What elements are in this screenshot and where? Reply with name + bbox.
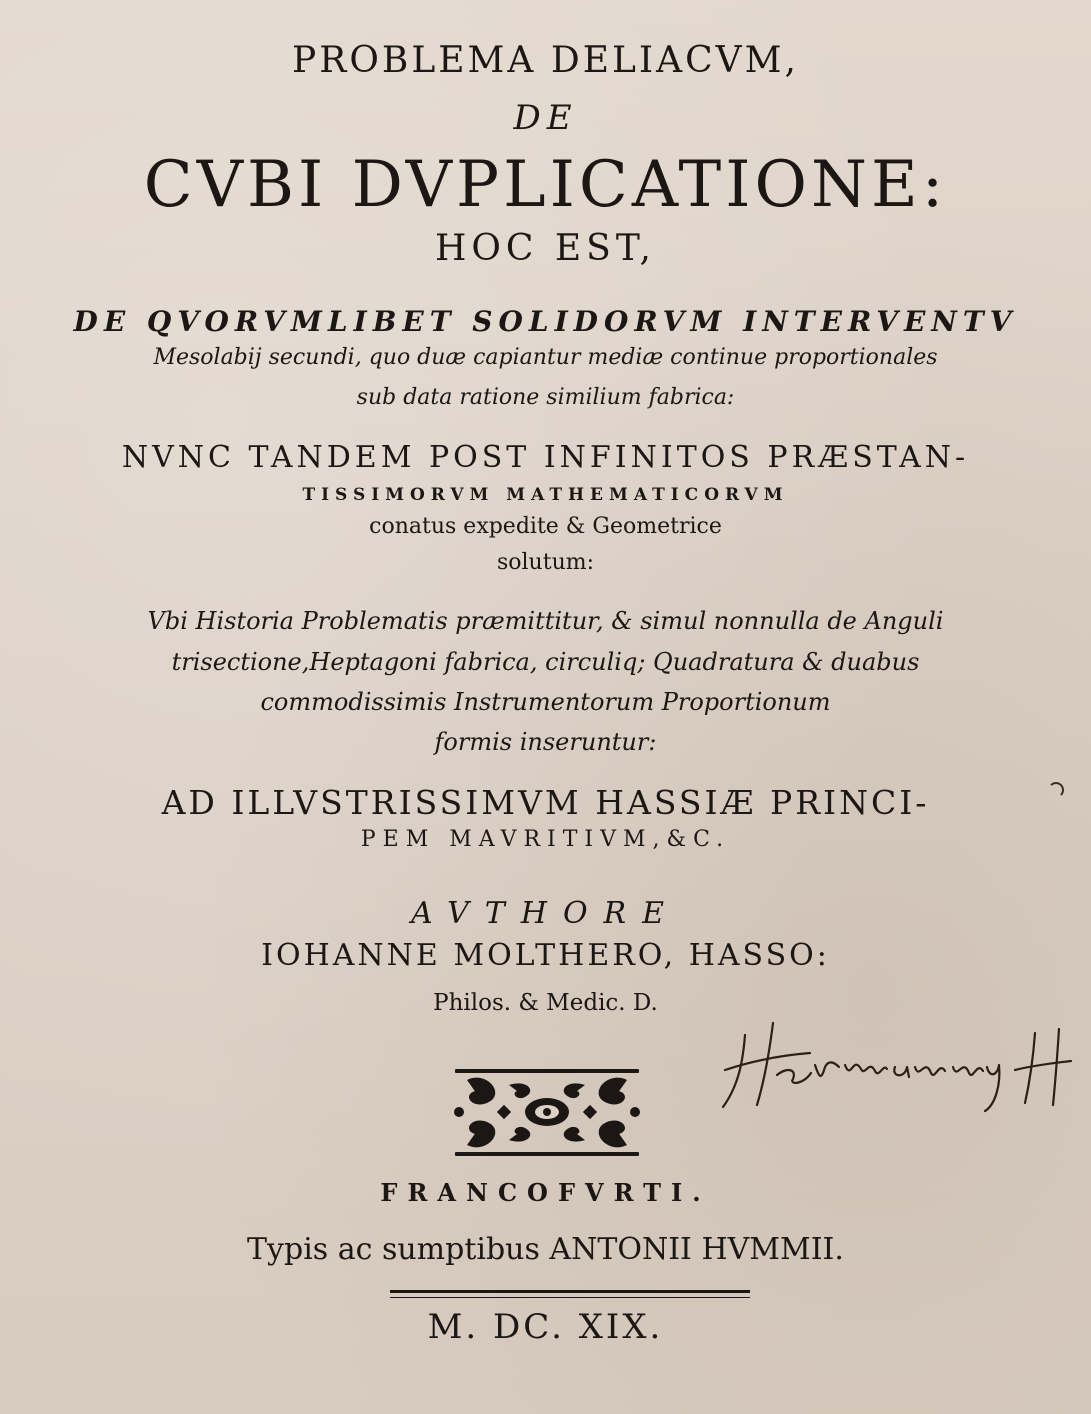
imprint-rule xyxy=(390,1290,750,1293)
title-line-1: PROBLEMA DELIACVM, xyxy=(292,40,799,81)
author-name: IOHANNE MOLTHERO, HASSO: xyxy=(261,938,830,973)
subtitle-line-4: NVNC TANDEM POST INFINITOS PRÆSTAN- xyxy=(121,440,970,475)
printers-ornament-icon xyxy=(447,1065,647,1160)
contents-line-2: trisectione,Heptagoni fabrica, circuliq; Quadratura & duabus xyxy=(171,648,920,676)
title-line-4: HOC EST, xyxy=(434,228,656,269)
margin-mark xyxy=(1048,782,1064,798)
imprint-rule-thin xyxy=(390,1297,750,1298)
subtitle-line-6: conatus expedite & Geometrice xyxy=(369,514,722,539)
dedication-line-2: PEM MAVRITIVM,&C. xyxy=(360,827,731,852)
title-line-2: DE xyxy=(513,98,578,138)
contents-line-1: Vbi Historia Problematis præmittitur, & simul nonnulla de Anguli xyxy=(147,607,944,635)
subtitle-line-2: Mesolabij secundi, quo duæ capiantur mediæ continue proportionales xyxy=(153,345,938,370)
imprint-printer: Typis ac sumptibus ANTONII HVMMII. xyxy=(247,1232,844,1267)
subtitle-line-1: DE QVORVMLIBET SOLIDORVM INTERVENTV xyxy=(73,305,1018,338)
author-degree: Philos. & Medic. D. xyxy=(433,990,658,1016)
imprint-year: M. DC. XIX. xyxy=(427,1307,664,1347)
imprint-place: FRANCOFVRTI. xyxy=(380,1178,711,1207)
author-label: AVTHORE xyxy=(410,896,681,931)
dedication-line-1: AD ILLVSTRISSIMVM HASSIÆ PRINCI- xyxy=(161,783,930,822)
handwritten-signature xyxy=(715,1015,1075,1115)
contents-line-4: formis inseruntur: xyxy=(434,728,657,756)
main-title: CVBI DVPLICATIONE: xyxy=(143,148,948,222)
contents-line-3: commodissimis Instrumentorum Proportionum xyxy=(260,688,831,716)
subtitle-line-3: sub data ratione similium fabrica: xyxy=(356,385,735,410)
subtitle-line-7: solutum: xyxy=(496,550,595,575)
subtitle-line-5: TISSIMORVM MATHEMATICORVM xyxy=(302,485,789,505)
